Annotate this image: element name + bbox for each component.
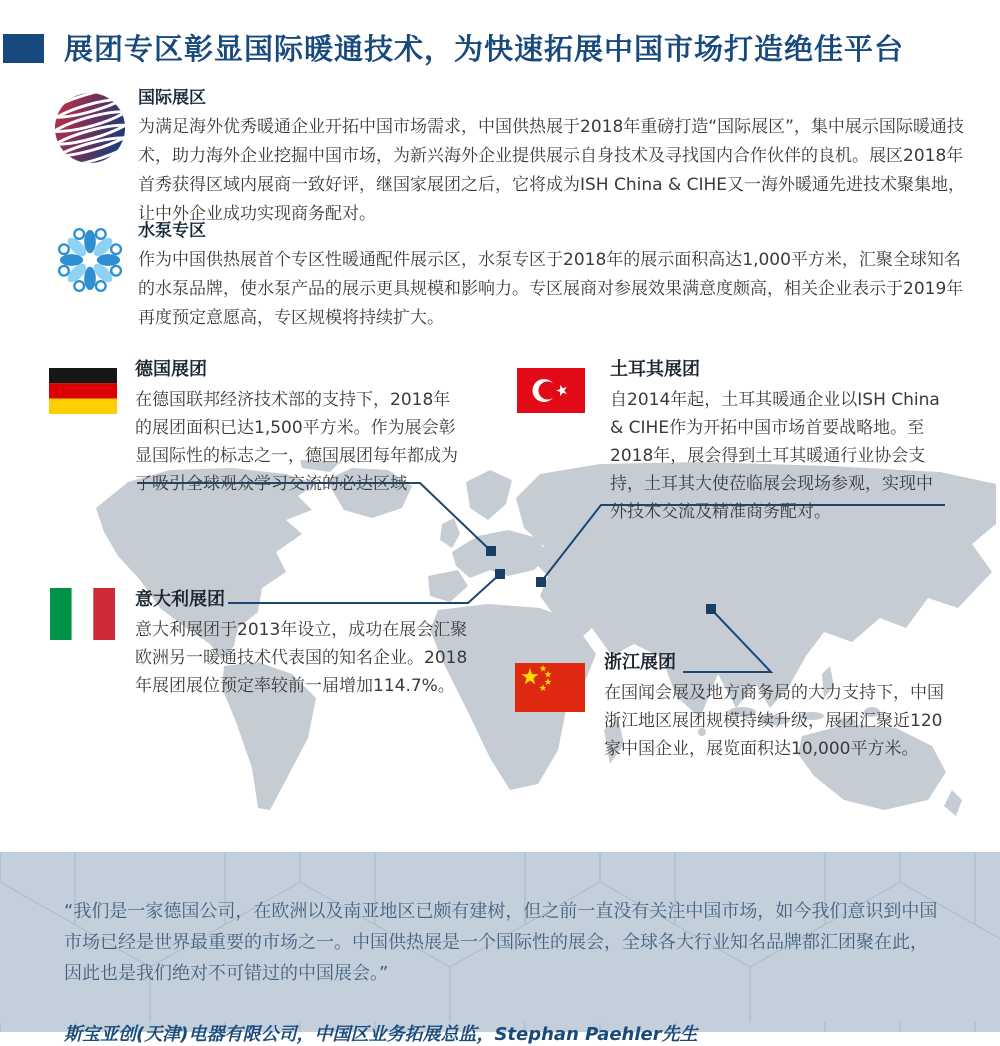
testimonial-quote: “我们是一家德国公司，在欧洲以及南亚地区已颇有建树，但之前一直没有关注中国市场，如今我们意识到中国市场已经是世界最重要的市场之一。中国供热展是一个国际性的展会，全球各大行业知名品牌都汇团聚在此，因此也是我们绝对不可错过的中国展会。” xyxy=(64,901,938,984)
pavilion-italy xyxy=(135,585,479,700)
section-title: 水泵专区 xyxy=(138,221,206,241)
map-marker-zhejiang xyxy=(706,604,716,614)
pavilion-title: 意大利展团 xyxy=(135,589,225,610)
pavilion-turkey xyxy=(610,355,942,526)
snowflake-icon xyxy=(56,226,124,298)
section-text xyxy=(138,83,968,229)
turkey-flag-icon xyxy=(517,368,585,413)
globe-icon xyxy=(53,91,127,169)
china-flag-icon xyxy=(515,663,585,712)
section-body: 为满足海外优秀暖通企业开拓中国市场需求，中国供热展于2018年重磅打造“国际展区”，集中展示国际暖通技术，助力海外企业挖掘中国市场，为新兴海外企业提供展示自身技术及寻找国内合作伙伴的良机。展区2018年首秀获得区域内展商一致好评，继国家展团之后，它将成为ISH China & CIHE又一海外暖通先进技术聚集地，让中外企业成功实现商务配对。 xyxy=(138,117,966,224)
page-title: 展团专区彰显国际暖通技术，为快速拓展中国市场打造绝佳平台 xyxy=(64,32,905,66)
germany-flag-icon xyxy=(49,368,117,414)
section-title: 国际展区 xyxy=(138,88,206,108)
pavilion-title: 土耳其展团 xyxy=(610,359,700,380)
pavilion-title: 德国展团 xyxy=(135,359,207,380)
italy-flag-icon xyxy=(50,588,115,640)
pavilion-body: 在德国联邦经济技术部的支持下，2018年的展团面积已达1,500平方米。作为展会彰显国际性的标志之一，德国展团每年都成为了吸引全球观众学习交流的必达区域 xyxy=(135,390,458,494)
pavilion-body: 在国闻会展及地方商务局的大力支持下，中国浙江地区展团规模持续升级，展团汇聚近120家中国企业，展览面积达10,000平方米。 xyxy=(604,683,944,759)
pavilion-zhejiang xyxy=(604,648,956,763)
pavilion-body: 自2014年起，土耳其暖通企业以ISH China & CIHE作为开拓中国市场首要战略地。至2018年，展会得到土耳其暖通行业协会支持，土耳其大使莅临展会现场参观，实现中外技术交流及精准商务配对。 xyxy=(610,390,940,522)
pavilion-germany xyxy=(135,355,459,498)
section-body: 作为中国供热展首个专区性暖通配件展示区，水泵专区于2018年的展示面积高达1,000平方米，汇聚全球知名的水泵品牌，使水泵产品的展示更具规模和影响力。专区展商对参展效果满意度颇高，相关企业表示于2019年再度预定意愿高，专区规模将持续扩大。 xyxy=(138,250,964,328)
pavilion-body: 意大利展团于2013年设立，成功在展会汇聚欧洲另一暖通技术代表国的知名企业。2018年展团展位预定率较前一届增加114.7%。 xyxy=(135,620,468,696)
map-marker-italy xyxy=(495,569,505,579)
map-marker-germany xyxy=(486,546,496,556)
map-marker-turkey xyxy=(536,577,546,587)
testimonial-band xyxy=(0,852,1000,1045)
page-header xyxy=(0,30,1000,74)
pavilion-title: 浙江展团 xyxy=(604,652,676,673)
testimonial-attribution: 斯宝亚创(天津)电器有限公司，中国区业务拓展总监，Stephan Paehler先生 xyxy=(64,1024,698,1045)
title-accent-square xyxy=(3,34,44,63)
section-text xyxy=(138,216,968,333)
